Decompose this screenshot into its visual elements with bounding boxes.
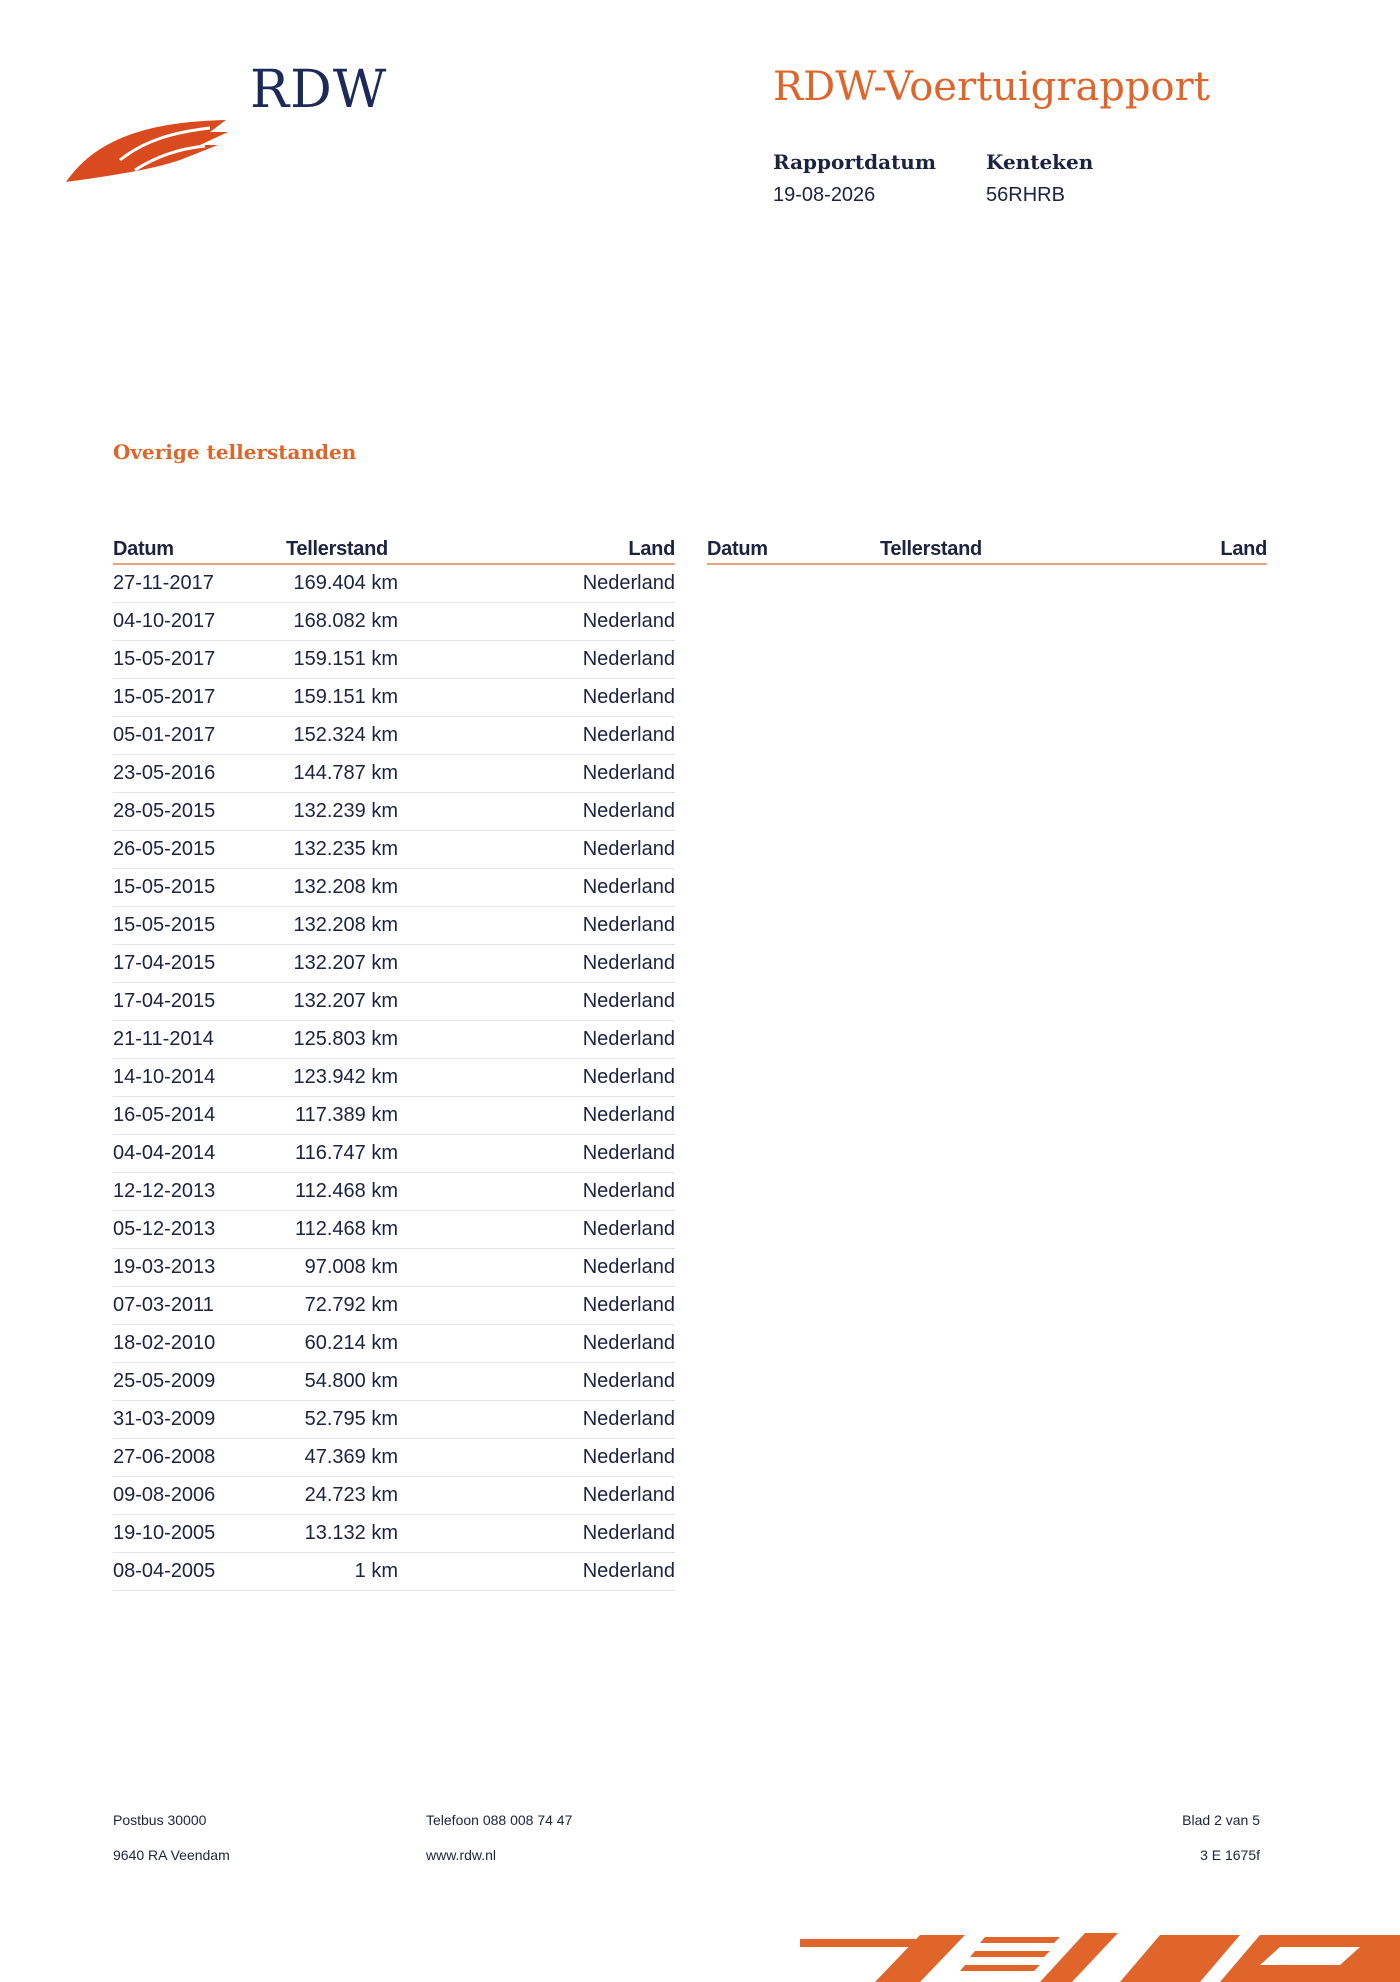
- reading-cell: 159.151 km: [293, 648, 398, 670]
- footer-address-line2: 9640 RA Veendam: [113, 1847, 230, 1863]
- date-cell: 04-04-2014: [113, 1142, 216, 1164]
- date-cell: 28-05-2015: [113, 800, 216, 822]
- table-row: [113, 1477, 675, 1515]
- table-row: [113, 1439, 675, 1477]
- date-cell: 27-11-2017: [113, 572, 214, 594]
- country-cell: Nederland: [582, 1370, 675, 1392]
- country-cell: Nederland: [582, 876, 675, 898]
- table-row: [113, 983, 675, 1021]
- table-row: [113, 1173, 675, 1211]
- table-row: [113, 1515, 675, 1553]
- date-cell: 07-03-2011: [113, 1294, 214, 1316]
- country-cell: Nederland: [582, 1104, 675, 1126]
- date-cell: 08-04-2005: [113, 1560, 216, 1582]
- country-cell: Nederland: [582, 762, 675, 784]
- table-header-right: [707, 535, 1267, 565]
- reading-cell: 112.468 km: [294, 1180, 398, 1202]
- date-cell: 27-06-2008: [113, 1446, 216, 1468]
- country-cell: Nederland: [582, 1294, 675, 1316]
- reading-cell: 112.468 km: [294, 1218, 398, 1240]
- country-cell: Nederland: [582, 610, 675, 632]
- country-cell: Nederland: [582, 1066, 675, 1088]
- table-body: [113, 565, 675, 1591]
- report-date: [773, 150, 936, 207]
- date-cell: 05-12-2013: [113, 1218, 216, 1240]
- license-plate-value: 56RHRB: [986, 184, 1065, 206]
- footer-phone: Telefoon 088 008 74 47: [426, 1812, 573, 1828]
- table-row: [113, 945, 675, 983]
- country-cell: Nederland: [582, 1408, 675, 1430]
- table-row: [113, 907, 675, 945]
- col-country-header: Land: [628, 538, 675, 560]
- country-cell: Nederland: [582, 572, 675, 594]
- reading-cell: 54.800 km: [304, 1370, 398, 1392]
- table-row: [113, 679, 675, 717]
- reading-cell: 144.787 km: [293, 762, 398, 784]
- date-cell: 12-12-2013: [113, 1180, 216, 1202]
- footer-stripes-graphic: [800, 1925, 1400, 1982]
- reading-cell: 169.404 km: [293, 572, 398, 594]
- country-cell: Nederland: [582, 1332, 675, 1354]
- reading-cell: 152.324 km: [293, 724, 398, 746]
- country-cell: Nederland: [582, 838, 675, 860]
- col-reading-header: Tellerstand: [286, 538, 388, 560]
- reading-cell: 60.214 km: [304, 1332, 398, 1354]
- table-row: [113, 1021, 675, 1059]
- country-cell: Nederland: [582, 800, 675, 822]
- country-cell: Nederland: [582, 724, 675, 746]
- rdw-wing-icon: [60, 90, 240, 190]
- reading-cell: 123.942 km: [293, 1066, 398, 1088]
- reading-cell: 13.132 km: [304, 1522, 398, 1544]
- reading-cell: 24.723 km: [304, 1484, 398, 1506]
- date-cell: 16-05-2014: [113, 1104, 216, 1126]
- table-row: [113, 565, 675, 603]
- footer-contact: [426, 1812, 572, 1882]
- date-cell: 05-01-2017: [113, 724, 216, 746]
- country-cell: Nederland: [582, 1218, 675, 1240]
- date-cell: 31-03-2009: [113, 1408, 216, 1430]
- country-cell: Nederland: [582, 952, 675, 974]
- country-cell: Nederland: [582, 1560, 675, 1582]
- reading-cell: 1 km: [354, 1560, 398, 1582]
- reading-cell: 116.747 km: [294, 1142, 398, 1164]
- date-cell: 17-04-2015: [113, 990, 216, 1012]
- date-cell: 09-08-2006: [113, 1484, 216, 1506]
- reading-cell: 132.235 km: [293, 838, 398, 860]
- date-cell: 15-05-2017: [113, 686, 216, 708]
- date-cell: 26-05-2015: [113, 838, 216, 860]
- country-cell: Nederland: [582, 1256, 675, 1278]
- table-row: [113, 1287, 675, 1325]
- col-date-header: Datum: [113, 538, 174, 560]
- col-date-header-right: Datum: [707, 538, 768, 560]
- license-plate-label: Kenteken: [986, 150, 1094, 174]
- reading-cell: 97.008 km: [304, 1256, 398, 1278]
- table-row: [113, 603, 675, 641]
- odometer-table-left: [113, 535, 675, 1591]
- rdw-logo: [60, 60, 388, 180]
- table-row: [113, 641, 675, 679]
- date-cell: 04-10-2017: [113, 610, 216, 632]
- reading-cell: 117.389 km: [294, 1104, 398, 1126]
- logo-text: RDW: [250, 60, 388, 120]
- date-cell: 15-05-2015: [113, 876, 216, 898]
- table-row: [113, 831, 675, 869]
- table-row: [113, 1553, 675, 1591]
- reading-cell: 52.795 km: [304, 1408, 398, 1430]
- table-row: [113, 1059, 675, 1097]
- date-cell: 15-05-2017: [113, 648, 216, 670]
- reading-cell: 132.239 km: [293, 800, 398, 822]
- country-cell: Nederland: [582, 914, 675, 936]
- license-plate: [986, 150, 1093, 207]
- footer-doc-code: 3 E 1675f: [1200, 1847, 1260, 1863]
- reading-cell: 125.803 km: [293, 1028, 398, 1050]
- date-cell: 15-05-2015: [113, 914, 216, 936]
- date-cell: 18-02-2010: [113, 1332, 216, 1354]
- reading-cell: 72.792 km: [304, 1294, 398, 1316]
- table-row: [113, 717, 675, 755]
- footer-address-line1: Postbus 30000: [113, 1812, 207, 1828]
- date-cell: 21-11-2014: [113, 1028, 214, 1050]
- table-row: [113, 1249, 675, 1287]
- reading-cell: 47.369 km: [304, 1446, 398, 1468]
- table-row: [113, 1363, 675, 1401]
- country-cell: Nederland: [582, 1028, 675, 1050]
- reading-cell: 132.208 km: [293, 914, 398, 936]
- date-cell: 25-05-2009: [113, 1370, 216, 1392]
- date-cell: 17-04-2015: [113, 952, 216, 974]
- col-country-header-right: Land: [1220, 538, 1267, 560]
- table-row: [113, 1135, 675, 1173]
- table-row: [113, 1097, 675, 1135]
- country-cell: Nederland: [582, 648, 675, 670]
- date-cell: 23-05-2016: [113, 762, 216, 784]
- country-cell: Nederland: [582, 686, 675, 708]
- reading-cell: 132.207 km: [293, 990, 398, 1012]
- reading-cell: 168.082 km: [293, 610, 398, 632]
- table-row: [113, 1211, 675, 1249]
- table-row: [113, 755, 675, 793]
- table-row: [113, 793, 675, 831]
- section-title: Overige tellerstanden: [113, 440, 357, 464]
- footer-page-info: [1100, 1812, 1260, 1882]
- table-header: [113, 535, 675, 565]
- reading-cell: 132.208 km: [293, 876, 398, 898]
- odometer-table-right: [707, 535, 1267, 565]
- date-cell: 19-10-2005: [113, 1522, 216, 1544]
- table-row: [113, 1401, 675, 1439]
- report-date-label: Rapportdatum: [773, 150, 937, 174]
- country-cell: Nederland: [582, 1446, 675, 1468]
- footer-website[interactable]: www.rdw.nl: [426, 1847, 497, 1863]
- reading-cell: 132.207 km: [293, 952, 398, 974]
- country-cell: Nederland: [582, 1484, 675, 1506]
- footer-page-number: Blad 2 van 5: [1182, 1812, 1260, 1828]
- country-cell: Nederland: [582, 1142, 675, 1164]
- country-cell: Nederland: [582, 990, 675, 1012]
- date-cell: 14-10-2014: [113, 1066, 216, 1088]
- report-date-value: 19-08-2026: [773, 184, 876, 206]
- footer-address: [113, 1812, 230, 1882]
- table-row: [113, 1325, 675, 1363]
- table-row: [113, 869, 675, 907]
- report-title: RDW-Voertuigrapport: [773, 64, 1210, 110]
- reading-cell: 159.151 km: [293, 686, 398, 708]
- country-cell: Nederland: [582, 1180, 675, 1202]
- date-cell: 19-03-2013: [113, 1256, 216, 1278]
- col-reading-header-right: Tellerstand: [880, 538, 982, 560]
- country-cell: Nederland: [582, 1522, 675, 1544]
